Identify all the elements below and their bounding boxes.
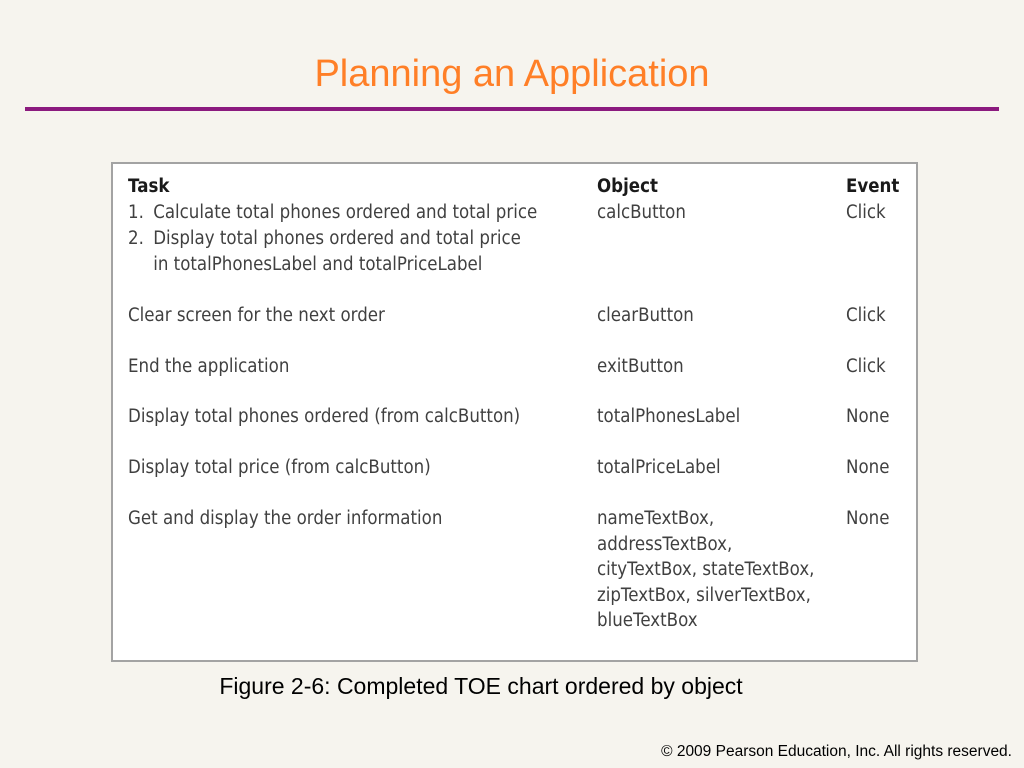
figure-caption: Figure 2-6: Completed TOE chart ordered by object xyxy=(219,673,743,699)
event-cell: None xyxy=(846,508,890,529)
object-cell: cityTextBox, stateTextBox, xyxy=(597,559,815,580)
title-divider xyxy=(25,107,999,111)
task-line xyxy=(128,226,521,252)
object-cell: nameTextBox, xyxy=(597,508,715,529)
object-cell: totalPhonesLabel xyxy=(597,406,741,427)
event-cell: None xyxy=(846,457,890,478)
task-line: in totalPhonesLabel and totalPriceLabel xyxy=(153,254,483,275)
toe-chart xyxy=(111,162,918,662)
object-cell: clearButton xyxy=(597,305,694,326)
event-cell: Click xyxy=(846,202,886,223)
task-number: 1. xyxy=(128,202,144,223)
task-line xyxy=(128,200,537,226)
task-line: Clear screen for the next order xyxy=(128,305,385,326)
task-line: Get and display the order information xyxy=(128,508,443,529)
object-cell: exitButton xyxy=(597,356,684,377)
object-cell: addressTextBox, xyxy=(597,534,733,555)
task-text: Calculate total phones ordered and total price xyxy=(153,202,538,223)
event-cell: None xyxy=(846,406,890,427)
task-line: Display total price (from calcButton) xyxy=(128,457,431,478)
object-cell: zipTextBox, silverTextBox, xyxy=(597,585,811,606)
event-cell: Click xyxy=(846,356,886,377)
slide-title: Planning an Application xyxy=(314,53,710,95)
task-line: Display total phones ordered (from calcButton) xyxy=(128,406,521,427)
object-cell: calcButton xyxy=(597,202,686,223)
event-cell: Click xyxy=(846,305,886,326)
header-task: Task xyxy=(128,176,170,197)
object-cell: blueTextBox xyxy=(597,610,698,631)
object-cell: totalPriceLabel xyxy=(597,457,721,478)
header-object: Object xyxy=(597,176,658,197)
header-event: Event xyxy=(846,176,900,197)
task-text: Display total phones ordered and total price xyxy=(153,228,521,249)
copyright-footer: © 2009 Pearson Education, Inc. All rights reserved. xyxy=(661,743,1012,760)
task-number: 2. xyxy=(128,228,144,249)
task-line: End the application xyxy=(128,356,290,377)
